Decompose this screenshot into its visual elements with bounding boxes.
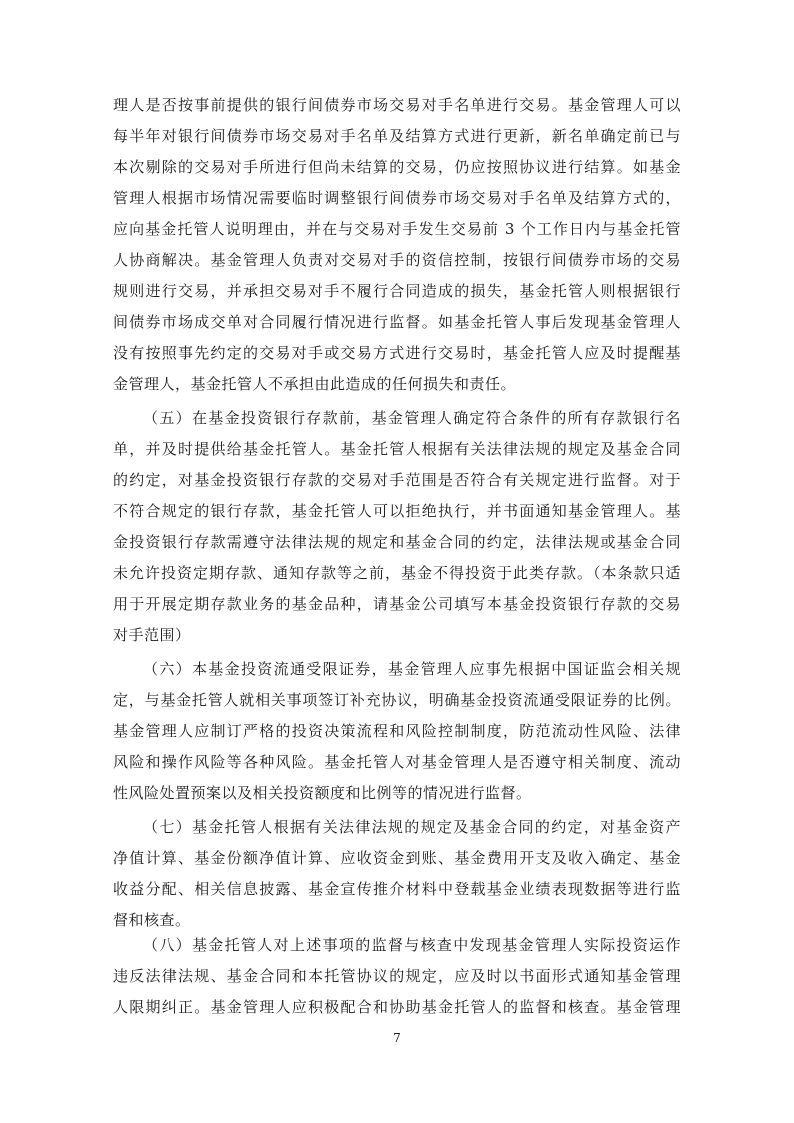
text-line: 性风险处置预案以及相关投资额度和比例等的情况进行监督。	[113, 784, 532, 802]
text-line: （八）基金托管人对上述事项的监督与核查中发现基金管理人实际投资运作	[143, 936, 681, 954]
text-line: 没有按照事先约定的交易对手或交易方式进行交易时，基金托管人应及时提醒基	[113, 344, 681, 362]
text-line: （七）基金托管人根据有关法律法规的规定及基金合同的约定，对基金资产	[143, 818, 681, 836]
text-line: 定，与基金托管人就相关事项签订补充协议，明确基金投资流通受限证券的比例。	[113, 691, 681, 709]
text-line: 的约定，对基金投资银行存款的交易对手范围是否符合有关规定进行监督。对于	[113, 471, 681, 489]
text-line: （六）本基金投资流通受限证券，基金管理人应事先根据中国证监会相关规	[143, 660, 681, 678]
text-line: 每半年对银行间债券市场交易对手名单及结算方式进行更新，新名单确定前已与	[113, 127, 681, 145]
text-line: 规则进行交易，并承担交易对手不履行合同造成的损失，基金托管人则根据银行	[113, 282, 681, 300]
text-line: （五）在基金投资银行存款前，基金管理人确定符合条件的所有存款银行名	[143, 409, 681, 427]
text-line: 单，并及时提供给基金托管人。基金托管人根据有关法律法规的规定及基金合同	[113, 440, 681, 458]
page-number: 7	[393, 1031, 401, 1045]
text-line: 金管理人，基金托管人不承担由此造成的任何损失和责任。	[113, 375, 517, 393]
text-line: 管理人根据市场情况需要临时调整银行间债券市场交易对手名单及结算方式的，	[113, 189, 681, 207]
text-line: 基金管理人应制订严格的投资决策流程和风险控制制度，防范流动性风险、法律	[113, 722, 681, 740]
text-line: 人限期纠正。基金管理人应积极配合和协助基金托管人的监督和核查。基金管理	[113, 998, 681, 1016]
text-line: 本次剔除的交易对手所进行但尚未结算的交易，仍应按照协议进行结算。如基金	[113, 158, 681, 176]
text-line: 督和核查。	[113, 911, 191, 929]
text-line: 应向基金托管人说明理由，并在与交易对手发生交易前 3 个工作日内与基金托管	[113, 220, 681, 238]
text-line: 净值计算、基金份额净值计算、应收资金到账、基金费用开支及收入确定、基金	[113, 849, 681, 867]
text-line: 人协商解决。基金管理人负责对交易对手的资信控制，按银行间债券市场的交易	[113, 251, 681, 269]
text-line: 用于开展定期存款业务的基金品种，请基金公司填写本基金投资银行存款的交易	[113, 595, 681, 613]
text-line: 对手范围）	[113, 626, 191, 644]
text-line: 间债券市场成交单对合同履行情况进行监督。如基金托管人事后发现基金管理人	[113, 313, 681, 331]
text-line: 理人是否按事前提供的银行间债券市场交易对手名单进行交易。基金管理人可以	[113, 96, 681, 114]
text-line: 收益分配、相关信息披露、基金宣传推介材料中登载基金业绩表现数据等进行监	[113, 880, 681, 898]
text-line: 不符合规定的银行存款，基金托管人可以拒绝执行，并书面通知基金管理人。基	[113, 502, 681, 520]
text-line: 金投资银行存款需遵守法律法规的规定和基金合同的约定，法律法规或基金合同	[113, 533, 681, 551]
text-line: 风险和操作风险等各种风险。基金托管人对基金管理人是否遵守相关制度、流动	[113, 753, 681, 771]
text-line: 未允许投资定期存款、通知存款等之前，基金不得投资于此类存款。（本条款只适	[113, 564, 681, 582]
text-line: 违反法律法规、基金合同和本托管协议的规定，应及时以书面形式通知基金管理	[113, 967, 681, 985]
